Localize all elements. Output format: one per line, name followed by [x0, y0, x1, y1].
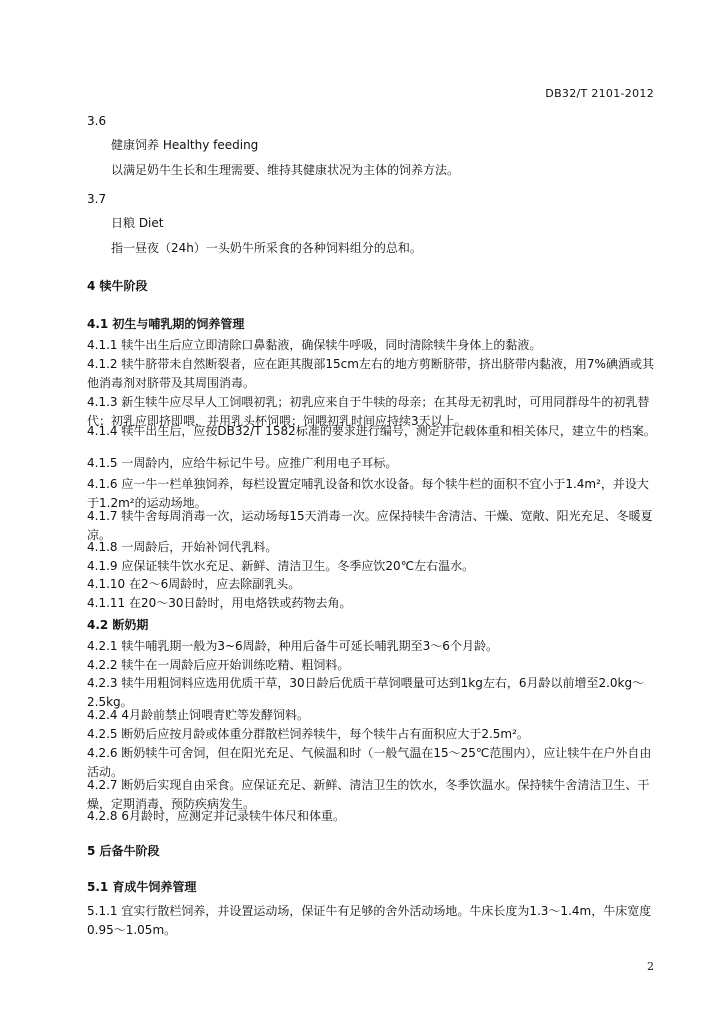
subsection-heading: 4.2 断奶期	[87, 618, 149, 632]
clause-paragraph: 4.2.6 断奶犊牛可舍饲，但在阳光充足、气候温和时（一般气温在15～25℃范围内），应让犊牛在户外自由活动。	[87, 746, 652, 779]
clause-number: 3.7	[87, 192, 107, 206]
subsection-heading: 5.1 育成牛饲养管理	[87, 880, 197, 894]
standard-code: DB32/T 2101-2012	[545, 87, 654, 100]
clause-paragraph: 4.2.1 犊牛哺乳期一般为3~6周龄，种用后备牛可延长哺乳期至3～6个月龄。	[87, 639, 498, 653]
clause-paragraph: 4.1.9 应保证犊牛饮水充足、新鲜、清洁卫生。冬季应饮20℃左右温水。	[87, 559, 475, 573]
clause-paragraph: 4.2.8 6月龄时，应测定并记录犊牛体尺和体重。	[87, 809, 345, 823]
term-definition: 以满足奶牛生长和生理需要、维持其健康状况为主体的饲养方法。	[111, 163, 460, 177]
term-title: 健康饲养 Healthy feeding	[111, 138, 259, 152]
clause-paragraph: 4.1.3 新生犊牛应尽早人工饲喂初乳；初乳应来自于牛犊的母亲；在其母无初乳时，可用同群母牛的初乳替代；初乳应即挤即喂，并用乳头杯饲喂；饲喂初乳时间应持续3天以上。	[87, 395, 650, 428]
term-title: 日粮 Diet	[111, 216, 164, 230]
clause-paragraph: 4.1.4 犊牛出生后，应按DB32/T 1582标准的要求进行编号，测定并记载体重和相关体尺，建立牛的档案。	[87, 424, 656, 438]
subsection-heading: 4.1 初生与哺乳期的饲养管理	[87, 317, 245, 331]
clause-paragraph: 4.1.10 在2～6周龄时，应去除副乳头。	[87, 577, 301, 591]
clause-paragraph: 5.1.1 宜实行散栏饲养，并设置运动场，保证牛有足够的舍外活动场地。牛床长度为1.3～1.4m，牛床宽度0.95～1.05m。	[87, 904, 652, 937]
clause-paragraph: 4.1.6 应一牛一栏单独饲养，每栏设置定哺乳设备和饮水设备。每个犊牛栏的面积不宜小于1.4m²，并设大于1.2m²的运动场地。	[87, 477, 649, 510]
section-heading: 4 犊牛阶段	[87, 279, 148, 293]
section-heading: 5 后备牛阶段	[87, 844, 160, 858]
clause-paragraph: 4.1.1 犊牛出生后应立即清除口鼻黏液，确保犊牛呼吸，同时清除犊牛身体上的黏液。	[87, 338, 542, 352]
page-number: 2	[647, 960, 654, 973]
clause-paragraph: 4.2.2 犊牛在一周龄后应开始训练吃精、粗饲料。	[87, 658, 350, 672]
clause-paragraph: 4.2.7 断奶后实现自由采食。应保证充足、新鲜、清洁卫生的饮水，冬季饮温水。保持犊牛舍清洁卫生、干燥，定期消毒，预防疾病发生。	[87, 778, 650, 811]
clause-paragraph: 4.2.4 4月龄前禁止饲喂青贮等发酵饲料。	[87, 708, 309, 722]
clause-number: 3.6	[87, 114, 107, 128]
term-definition: 指一昼夜（24h）一头奶牛所采食的各种饲料组分的总和。	[111, 241, 422, 255]
clause-paragraph: 4.1.2 犊牛脐带未自然断裂者，应在距其腹部15cm左右的地方剪断脐带，挤出脐带内黏液，用7%碘酒或其他消毒剂对脐带及其周围消毒。	[87, 357, 654, 390]
clause-paragraph: 4.1.5 一周龄内，应给牛标记牛号。应推广利用电子耳标。	[87, 456, 398, 470]
clause-paragraph: 4.2.3 犊牛用粗饲料应选用优质干草，30日龄后优质干草饲喂量可达到1kg左右，6月龄以前增至2.0kg～2.5kg。	[87, 676, 645, 709]
clause-paragraph: 4.1.8 一周龄后，开始补饲代乳料。	[87, 540, 278, 554]
clause-paragraph: 4.1.11 在20～30日龄时，用电烙铁或药物去角。	[87, 596, 352, 610]
clause-paragraph: 4.2.5 断奶后应按月龄或体重分群散栏饲养犊牛，每个犊牛占有面积应大于2.5m²。	[87, 727, 529, 741]
clause-paragraph: 4.1.7 犊牛舍每周消毒一次，运动场每15天消毒一次。应保持犊牛舍清洁、干燥、宽敞、阳光充足、冬暖夏凉。	[87, 509, 653, 542]
